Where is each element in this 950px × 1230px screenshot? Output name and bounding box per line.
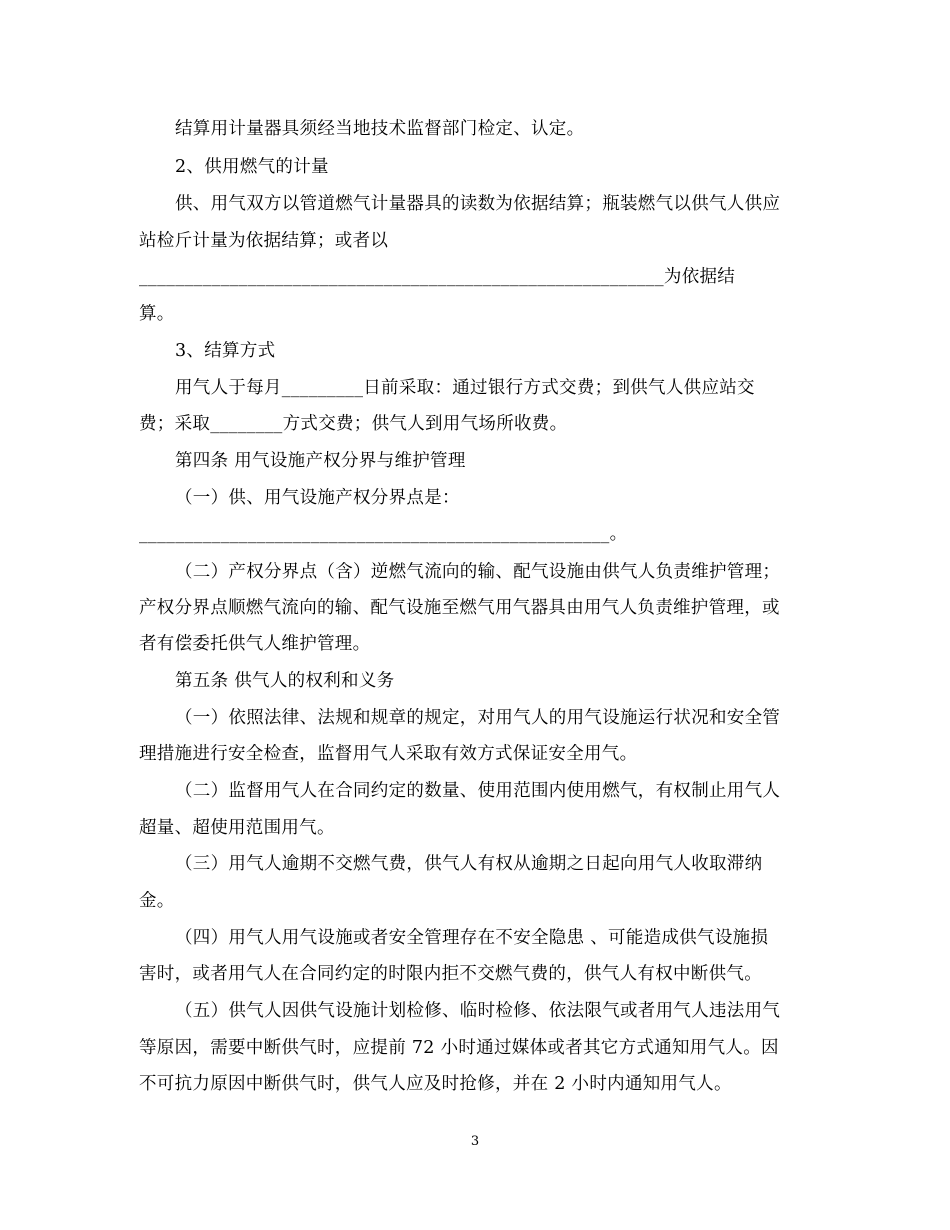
- text-line: 金。: [139, 891, 175, 911]
- text-line: （一）依照法律、法规和规章的规定，对用气人的用气设施运行状况和安全管: [175, 708, 781, 728]
- text-line: （二）监督用气人在合同约定的数量、使用范围内使用燃气，有权制止用气人: [175, 781, 781, 801]
- page-number: 3: [470, 1134, 480, 1149]
- section-heading: 3、结算方式: [175, 341, 276, 361]
- text-line: 超量、超使用范围用气。: [139, 818, 335, 838]
- text-line: 害时，或者用气人在合同约定的时限内拒不交燃气费的，供气人有权中断供气。: [139, 964, 762, 984]
- text-line: （一）供、用气设施产权分界点是：: [175, 488, 460, 508]
- text-line: （四）用气人用气设施或者安全管理存在不安全隐患 、可能造成供气设施损: [175, 928, 769, 948]
- text-line: 理措施进行安全检查，监督用气人采取有效方式保证安全用气。: [139, 744, 638, 764]
- text-line: 供、用气双方以管道燃气计量器具的读数为依据结算；瓶装燃气以供气人供应: [175, 194, 781, 214]
- text-line: 站检斤计量为依据结算；或者以: [139, 231, 389, 251]
- article-heading: 第五条 供气人的权利和义务: [175, 671, 395, 691]
- fill-in-blank-line: __________________________________________________________为依据结: [139, 267, 736, 287]
- article-heading: 第四条 用气设施产权分界与维护管理: [175, 451, 466, 471]
- fill-in-blank-line: ____________________________________________________。: [139, 524, 628, 544]
- text-line: 等原因，需要中断供气时，应提前 72 小时通过媒体或者其它方式通知用气人。因: [139, 1038, 779, 1058]
- text-line: 用气人于每月_________日前采取：通过银行方式交费；到供气人供应站交: [175, 378, 755, 398]
- text-line: （二）产权分界点（含）逆燃气流向的输、配气设施由供气人负责维护管理；: [175, 562, 781, 582]
- text-line: 者有偿委托供气人维护管理。: [139, 634, 371, 654]
- section-heading: 2、供用燃气的计量: [175, 157, 329, 177]
- text-line: （五）供气人因供气设施计划检修、临时检修、依法限气或者用气人违法用气: [175, 1001, 781, 1021]
- text-line: 算。: [139, 304, 175, 324]
- text-line: 结算用计量器具须经当地技术监督部门检定、认定。: [175, 119, 585, 139]
- text-line: 产权分界点顺燃气流向的输、配气设施至燃气用气器具由用气人负责维护管理，或: [139, 598, 780, 618]
- text-line: 不可抗力原因中断供气时，供气人应及时抢修，并在 2 小时内通知用气人。: [139, 1074, 732, 1094]
- text-line: （三）用气人逾期不交燃气费，供气人有权从逾期之日起向用气人收取滞纳: [175, 854, 763, 874]
- text-line: 费；采取________方式交费；供气人到用气场所收费。: [139, 414, 568, 434]
